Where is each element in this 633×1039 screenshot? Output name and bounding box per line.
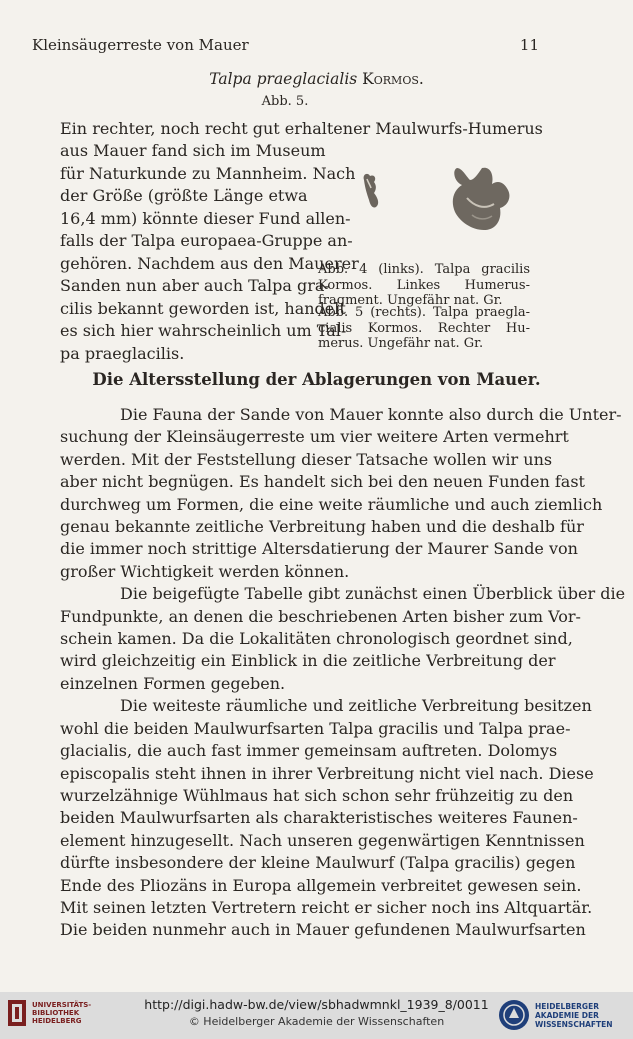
body-line: beiden Maulwurfsarten als charakteristisches weiteres Faunen- [60, 808, 578, 828]
body-line: Die Fauna der Sande von Mauer konnte also durch die Unter- [120, 405, 622, 424]
body-line: Die weiteste räumliche und zeitliche Verbreitung besitzen [120, 696, 592, 716]
narrow-line: aus Mauer fand sich im Museum [60, 141, 326, 160]
page-number: 11 [519, 36, 539, 54]
species-name: Talpa praeglacialis [209, 70, 358, 88]
caption-fig5: Abb. 5 (rechts). Talpa praegla-cialis Kormos. Rechter Hu-merus. Ungefähr nat. Gr. [318, 305, 530, 351]
body-line: glacialis, die auch fast immer gemeinsam auftreten. Dolomys [60, 741, 558, 761]
fig4-humerus-fragment [364, 174, 379, 208]
body-line: element hinzugesellt. Nach unseren gegenwärtigen Kenntnissen [60, 830, 585, 850]
body-line: wird gleichzeitig ein Einblick in die zeitliche Verbreitung der [60, 651, 556, 671]
intro-line: Ein rechter, noch recht gut erhaltener Maulwurfs-Humerus [60, 119, 543, 138]
body-line: Fundpunkte, an denen die beschriebenen Arten bisher zum Vor- [60, 606, 581, 626]
body-line: wohl die beiden Maulwurfsarten Talpa gracilis und Talpa prae- [60, 718, 571, 738]
narrow-line: gehören. Nachdem aus den Mauerer [60, 253, 359, 273]
library-logo-text: UNIVERSITÄTS- BIBLIOTHEK HEIDELBERG [32, 1001, 92, 1025]
body-line: Mit seinen letzten Vertretern reicht er sicher noch ins Altquartär. [60, 897, 593, 917]
narrow-line: pa praeglacilis. [60, 343, 185, 363]
academy-logo-text: HEIDELBERGER AKADEMIE DER WISSENSCHAFTEN [535, 1001, 613, 1029]
species-author: Kormos. [362, 70, 424, 88]
body-line: durchweg um Formen, die eine weite räumliche und auch ziemlich [60, 494, 603, 514]
body-line: dürfte insbesondere der kleine Maulwurf (Talpa gracilis) gegen [60, 853, 576, 873]
running-title: Kleinsäugerreste von Mauer [32, 36, 249, 54]
narrow-line: falls der Talpa europaea-Gruppe an- [60, 231, 353, 250]
caption-fig4: Abb. 4 (links). Talpa gracilis Kormos. Linkes Humerus-fragment. Ungefähr nat. Gr. [318, 262, 530, 308]
body-line: aber nicht begnügen. Es handelt sich bei den neuen Funden fast [60, 472, 585, 492]
body-text [60, 404, 626, 942]
body-line: wurzelzähnige Wühlmaus hat sich schon sehr frühzeitig zu den [60, 785, 574, 805]
narrow-paragraph [60, 140, 359, 365]
narrow-line: Sanden nun aber auch Talpa gra- [60, 276, 330, 295]
body-line: die immer noch strittige Altersdatierung der Maurer Sande von [60, 539, 578, 559]
body-line: Die beigefügte Tabelle gibt zunächst einen Überblick über die [120, 584, 626, 604]
body-line: schein kamen. Da die Lokalitäten chronologisch geordnet sind, [60, 629, 573, 649]
academy-logo[interactable] [497, 998, 627, 1032]
intro-paragraph [60, 118, 543, 141]
body-line: großer Wichtigkeit werden können. [60, 561, 350, 581]
body-line: episcopalis steht ihnen in ihrer Verbreitung nicht viel nach. Diese [60, 763, 594, 783]
fig5-humerus [453, 168, 510, 230]
viewer-footer [0, 992, 633, 1039]
figure-reference: Abb. 5. [261, 94, 309, 109]
narrow-line: cilis bekannt geworden ist, handelt [60, 298, 346, 318]
narrow-line: für Naturkunde zu Mannheim. Nach [60, 163, 356, 183]
narrow-line: 16,4 mm) könnte dieser Fund allen- [60, 208, 351, 228]
humerus-figures [322, 160, 532, 250]
section-heading: Die Altersstellung der Ablagerungen von Mauer. [92, 370, 541, 389]
narrow-line: es sich hier wahrscheinlich um Tal- [60, 321, 347, 340]
narrow-line: der Größe (größte Länge etwa [60, 186, 308, 205]
body-line: Ende des Pliozäns in Europa allgemein verbreitet gewesen sein. [60, 875, 582, 895]
body-line: genau bekannte zeitliche Verbreitung haben und die deshalb für [60, 517, 584, 537]
body-line: werden. Mit der Feststellung dieser Tatsache wollen wir uns [60, 449, 553, 469]
copyright-notice: © Heidelberger Akademie der Wissenschaften [188, 1015, 445, 1028]
body-line: Die beiden nunmehr auch in Mauer gefundenen Maulwurfsarten [60, 920, 586, 940]
running-header [32, 36, 539, 54]
body-line: einzelnen Formen gegeben. [60, 673, 286, 693]
permalink-url[interactable]: http://digi.hadw-bw.de/view/sbhadwmnkl_1939_8/0011 [144, 997, 489, 1012]
academy-seal-icon [497, 998, 531, 1032]
body-line: suchung der Kleinsäugerreste um vier weitere Arten vermehrt [60, 427, 569, 447]
species-heading [0, 70, 633, 88]
